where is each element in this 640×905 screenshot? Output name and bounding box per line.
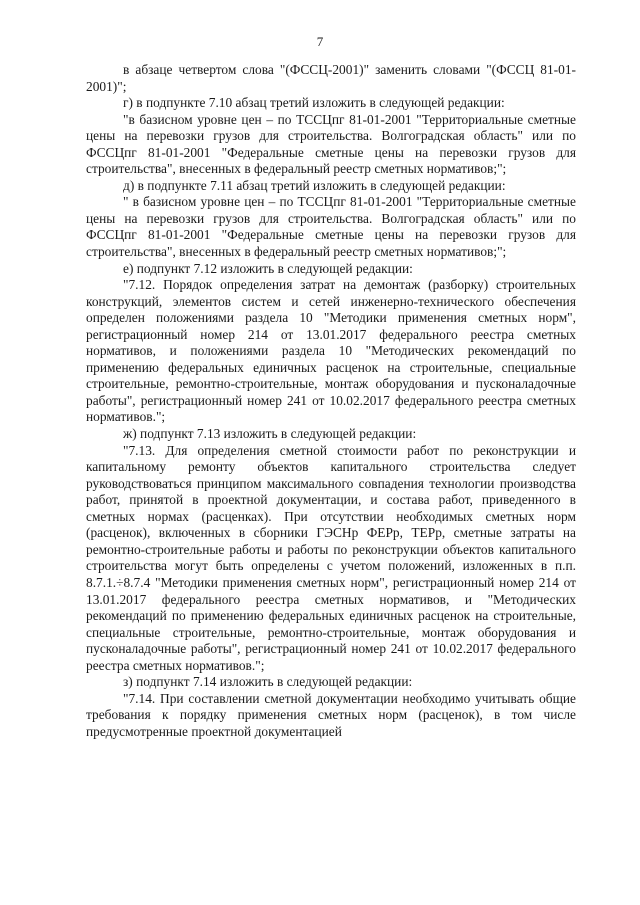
paragraph-subitem-e: е) подпункт 7.12 изложить в следующей редакции: (123, 260, 413, 276)
paragraph-subitem-zh: ж) подпункт 7.13 изложить в следующей редакции: (123, 426, 417, 442)
document-body (86, 62, 576, 740)
paragraph-7-11-text: " в базисном уровне цен – по ТССЦпг 81-01-2001 "Территориальные сметные цены на перевозки грузов для строительства. Волгоградская область" или по ФССЦпг 81-01-2001 "Федеральные сметные цены на перевозки грузов для строительства", внесенных в федеральный реестр сметных нормативов;"; (86, 194, 576, 260)
paragraph-7-12-text: "7.12. Порядок определения затрат на демонтаж (разборку) строительных конструкций, элементов систем и сетей инженерно-технического обеспечения определен положениями раздела 10 "Методики применения сметных норм", регистрационный номер 214 от 13.01.2017 федерального реестра сметных нормативов, и положениями раздела 10 "Методических рекомендаций по применению федеральных единичных расценок на строительные, специальные строительные, ремонтно-строительные, монтаж оборудования и пусконаладочные работы", регистрационный номер 241 от 10.02.2017 федерального реестра сметных нормативов."; (86, 277, 576, 425)
paragraph-subitem-d: д) в подпункте 7.11 абзац третий изложить в следующей редакции: (123, 177, 506, 193)
paragraph-subitem-z: з) подпункт 7.14 изложить в следующей редакции: (123, 674, 413, 690)
paragraph-7-13-text: "7.13. Для определения сметной стоимости работ по реконструкции и капитальному ремонту объектов капитального строительства следует руководствоваться принципом максимального совпадения технологии производства работ, принятой в проектной документации, и состава работ, приведенного в сметных нормах (расценках). При отсутствии необходимых сметных норм (расценок), включенных в сборники ГЭСНр ФЕРр, ТЕРр, сметные затраты на ремонтно-строительные работы и работы по реконструкции объектов капитального строительства могут быть определены с учетом положений, изложенных в п.п. 8.7.1.÷8.7.4 "Методики применения сметных норм", регистрационный номер 214 от 13.01.2017 федерального реестра сметных нормативов, и "Методических рекомендаций по применению федеральных единичных расценок на строительные, специальные строительные, ремонтно-строительные, монтаж оборудования и пусконаладочные работы", регистрационный номер 241 от 10.02.2017 федерального реестра сметных нормативов."; (86, 442, 576, 673)
paragraph-7-10-text: "в базисном уровне цен – по ТССЦпг 81-01-2001 "Территориальные сметные цены на перевозки грузов для строительства. Волгоградская область" или по ФССЦпг 81-01-2001 "Федеральные сметные цены на перевозки грузов для строительства", внесенных в федеральный реестр сметных нормативов;"; (86, 111, 576, 177)
paragraph-fssc-replacement: в абзаце четвертом слова "(ФССЦ-2001)" заменить словами "(ФССЦ 81-01-2001)"; (86, 62, 576, 94)
page-number: 7 (316, 34, 324, 49)
paragraph-subitem-g: г) в подпункте 7.10 абзац третий изложить в следующей редакции: (123, 95, 505, 111)
paragraph-7-14-text: "7.14. При составлении сметной документации необходимо учитывать общие требования к порядку применения сметных норм (расценок), в том числе предусмотренные проектной документацией (86, 690, 576, 739)
